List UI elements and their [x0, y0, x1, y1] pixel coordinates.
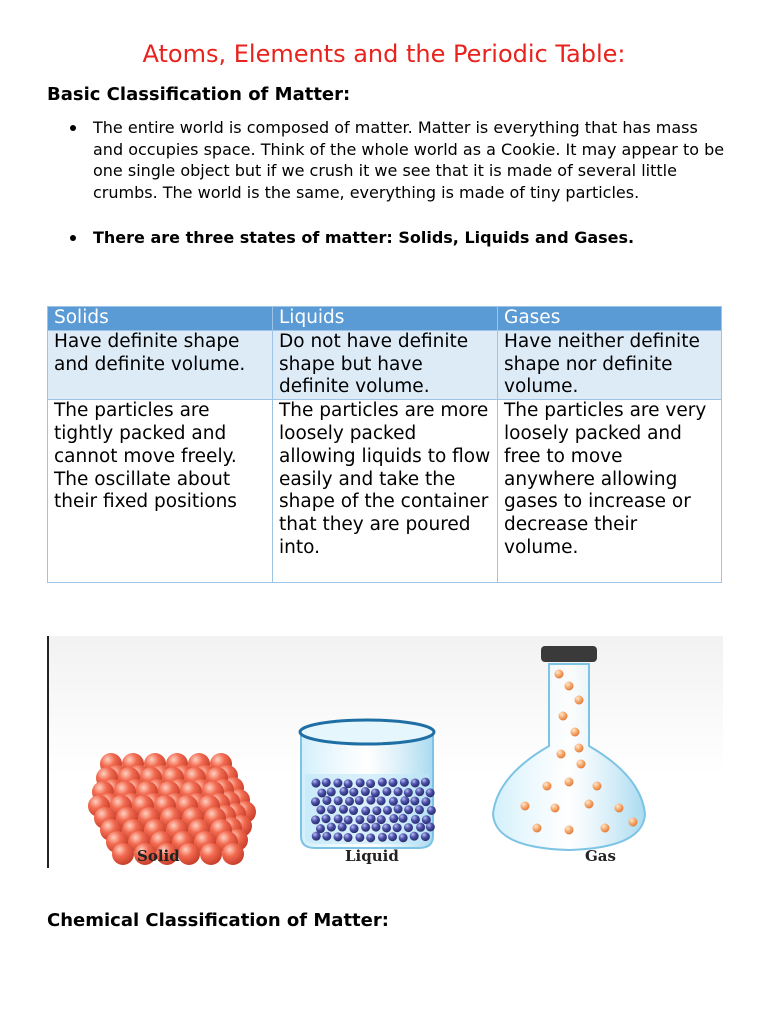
particle: [333, 832, 342, 841]
particle: [112, 843, 134, 865]
particle: [382, 823, 391, 832]
particle: [349, 788, 358, 797]
particle: [399, 814, 408, 823]
states-of-matter-table: [47, 306, 722, 583]
particle: [565, 826, 574, 835]
table-header-row: [48, 307, 722, 331]
particle: [356, 778, 365, 787]
particle: [521, 802, 530, 811]
bullet-item: The entire world is composed of matter. Matter is everything that has mass and occupies space. Think of the whole world as a Cookie. It may appear to be one single object but if we crush it we see that it is made of several little crumbs. The world is the same, everything is made of tiny particles.: [47, 117, 727, 203]
particle: [367, 814, 376, 823]
table-cell: The particles are tightly packed and cannot move freely. The oscillate about their fixed positions: [48, 400, 273, 583]
particle: [311, 815, 320, 824]
bullet-list: [47, 117, 727, 249]
particle: [404, 788, 413, 797]
particle: [311, 797, 320, 806]
particle: [427, 806, 436, 815]
particle: [322, 832, 331, 841]
particle: [404, 823, 413, 832]
particle: [327, 823, 336, 832]
caption-liquid: Liquid: [345, 847, 399, 865]
particle: [575, 744, 584, 753]
particle: [378, 833, 387, 842]
particle: [312, 832, 321, 841]
particle: [361, 787, 370, 796]
particle: [426, 788, 435, 797]
table-row: [48, 330, 722, 399]
particle: [339, 787, 348, 796]
particle: [344, 815, 353, 824]
particle: [415, 787, 424, 796]
particle: [565, 778, 574, 787]
particle: [178, 843, 200, 865]
caption-gas: Gas: [585, 847, 616, 865]
particle: [388, 832, 397, 841]
particle: [322, 778, 331, 787]
column-header: Gases: [498, 307, 722, 331]
particle: [355, 815, 364, 824]
particle: [426, 823, 435, 832]
particle: [565, 682, 574, 691]
particle: [394, 805, 403, 814]
particle: [334, 814, 343, 823]
particle: [371, 823, 380, 832]
particle: [366, 796, 375, 805]
particle: [377, 796, 386, 805]
particle: [339, 805, 348, 814]
particle: [411, 778, 420, 787]
particle: [333, 779, 342, 788]
particle: [557, 750, 566, 759]
flask-icon: [493, 646, 645, 850]
particle: [601, 824, 610, 833]
particle: [400, 778, 409, 787]
particle: [361, 823, 370, 832]
column-header: Liquids: [273, 307, 498, 331]
particle: [543, 782, 552, 791]
particle: [334, 796, 343, 805]
particle: [322, 814, 331, 823]
table-row: [48, 400, 722, 583]
particle: [411, 815, 420, 824]
particle: [311, 779, 320, 788]
particle: [361, 806, 370, 815]
particle: [615, 804, 624, 813]
particle: [222, 843, 244, 865]
column-header: Solids: [48, 307, 273, 331]
particle: [533, 824, 542, 833]
table-cell: Do not have definite shape but have definite volume.: [273, 330, 498, 399]
particle: [316, 805, 325, 814]
particle: [393, 823, 402, 832]
particle: [389, 814, 398, 823]
particle: [372, 806, 381, 815]
table-cell: Have neither definite shape nor definite volume.: [498, 330, 722, 399]
particle: [421, 797, 430, 806]
particle: [344, 833, 353, 842]
particle: [410, 832, 419, 841]
particle: [322, 796, 331, 805]
particle: [377, 815, 386, 824]
states-illustration: [49, 636, 723, 868]
caption-solid: Solid: [137, 847, 180, 865]
particle: [404, 805, 413, 814]
table-cell: Have definite shape and definite volume.: [48, 330, 273, 399]
stopper-icon: [541, 646, 597, 662]
particle: [317, 788, 326, 797]
table-cell: The particles are more loosely packed allowing liquids to flow easily and take the shape of the container that they are poured into.: [273, 400, 498, 583]
particle: [388, 778, 397, 787]
particle: [349, 806, 358, 815]
section-heading-basic: Basic Classification of Matter:: [47, 84, 351, 105]
particle: [559, 712, 568, 721]
particle: [355, 796, 364, 805]
particle: [200, 843, 222, 865]
particle: [355, 833, 364, 842]
particle: [366, 833, 375, 842]
particle: [629, 818, 638, 827]
particle: [383, 806, 392, 815]
particle: [410, 796, 419, 805]
states-figure: [47, 636, 723, 868]
particle: [389, 797, 398, 806]
particle: [327, 787, 336, 796]
particle: [378, 778, 387, 787]
particle: [551, 804, 560, 813]
section-heading-chemical: Chemical Classification of Matter:: [47, 910, 389, 931]
particle: [338, 823, 347, 832]
particle: [555, 670, 564, 679]
particle: [416, 823, 425, 832]
particle: [593, 782, 602, 791]
bullet-item: There are three states of matter: Solids, Liquids and Gases.: [47, 227, 727, 249]
particle: [400, 796, 409, 805]
particle: [399, 833, 408, 842]
page-title: Atoms, Elements and the Periodic Table:: [142, 40, 626, 68]
table-cell: The particles are very loosely packed and free to move anywhere allowing gases to increase or decrease their volume.: [498, 400, 722, 583]
particle: [577, 760, 586, 769]
particle: [366, 779, 375, 788]
particle: [585, 800, 594, 809]
particle: [327, 805, 336, 814]
particle: [350, 824, 359, 833]
particle: [421, 778, 430, 787]
particle: [571, 728, 580, 737]
particle: [575, 696, 584, 705]
particle: [421, 832, 430, 841]
particle: [344, 779, 353, 788]
particle: [415, 805, 424, 814]
particle: [382, 787, 391, 796]
particle: [394, 787, 403, 796]
particle: [345, 797, 354, 806]
